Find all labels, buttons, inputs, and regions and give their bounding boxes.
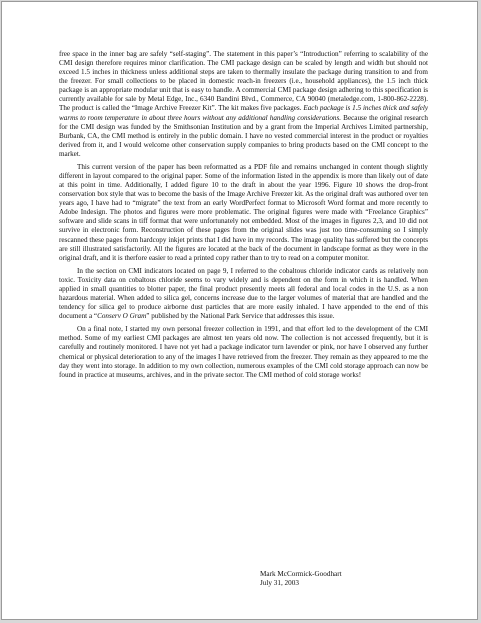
- paragraph-2: [59, 163, 428, 263]
- paragraph-1-italic-text: Each package is 1.5 inches thick and safely warms to room temperature in about three hours without any additional handling considerations.: [59, 104, 428, 122]
- paragraph-1-text-end: Because the original research for the CMI design was funded by the Smithsonian Institution and by a grant from the Imperial Archives Limited partnership, Burbank, CA, the CMI method is entirely in the public domain. I have no vested commercial interest in the product or royalties derived from it, and I would welcome other conservation supply companies to bring products based on the CMI concept to the market.: [59, 113, 428, 158]
- body-text: [59, 50, 428, 380]
- paragraph-1: [59, 50, 428, 159]
- signature-date: July 31, 2003: [260, 579, 299, 588]
- signature-block: [260, 570, 342, 588]
- paragraph-4-text: On a final note, I started my own personal freezer collection in 1991, and that effort led to the development of the CMI method. Some of my earliest CMI packages are almost ten years old now. The collection is not accessed frequently, but it is carefully and routinely monitored. I have not yet had a package indicator turn lavender or pink, nor have I observed any further chemical or physical deterioration to any of the images I have retrieved from the freezer. They remain as they appeared to me the day they went into storage. In addition to my own collection, numerous examples of the CMI cold storage approach can now be found in practice at museums, archives, and in the private sector. The CMI method of cold storage works!: [59, 325, 428, 379]
- paragraph-1-text: free space in the inner bag are safely “self-staging”. The statement in this paper’s “Introduction” referring to scalability of the CMI design therefore requires minor clarification. The CMI package design can be scaled by length and width but should not exceed 1.5 inches in thickness unless additional steps are taken to thermally insulate the package during transition to and from the freezer. For small collections to be placed in domestic reach-in freezers (i.e., household appliances), the 1.5 inch thick package is an appropriate modular unit that is easy to handle. A commercial CMI package design adhering to this specification is currently available for sale by Metal Edge, Inc., 6340 Bandini Blvd., Commerce, CA 90040 (metaledge.com, 1-800-862-2228). The product is called the “Image Archive Freezer Kit”. The kit makes five packages.: [59, 50, 428, 113]
- paragraph-3-italic-title: Conserv O Gram: [97, 312, 147, 321]
- paragraph-4: [59, 325, 428, 379]
- document-page: [1, 1, 478, 620]
- author-name: Mark McCormick-Goodhart: [260, 570, 342, 578]
- paragraph-3-text-end: ” published by the National Park Service that addresses this issue.: [146, 312, 335, 321]
- paragraph-2-text: This current version of the paper has been reformatted as a PDF file and remains unchanged in content though slightly different in layout compared to the original paper. Some of the information listed in the appendix is more than likely out of date at this point in time. Additionally, I added figure 10 to the draft in about the year 1996. Figure 10 shows the drop-front conservation box style that was to become the basis of the Image Archive Freezer kit. As the original draft was authored over ten years ago, I have had to “migrate” the text from an early WordPerfect format to Microsoft Word format and more recently to Adobe Indesign. The photos and figures were more problematic. The original figures were made with “Freelance Graphics” software and slide scans in tiff format that were unfortunately not embedded. Most of the images in figures 2,3, and 10 did not survive in electronic form. Reconstruction of these pages from the original slides was just too time-consuming so I simply rescanned these pages from hardcopy inkjet prints that I did have in my records. The image quality has suffered but the concepts are still illustrated satisfactorily. All the figures are located at the back of the document in landscape format as they were in the original draft, and it is therfore easier to read a printed copy rather than to try to read on a computer monitor.: [59, 162, 428, 262]
- paragraph-3-text: In the section on CMI indicators located on page 9, I referred to the cobaltous chloride indicator cards as relatively non toxic. Toxicity data on cobaltous chloride seems to vary widely and is dependent on the form in which it is handled. When applied in small quantities to blotter paper, the final product presently meets all federal and local codes in the U.S. as a non hazardous material. When added to silica gel, concerns increase due to the larger volumes of material that are handled and the tendency for silica gel to produce airborne dust particles that are more easily inhaled. I have appended to the end of this document a “: [59, 266, 428, 321]
- paragraph-3: [59, 267, 428, 321]
